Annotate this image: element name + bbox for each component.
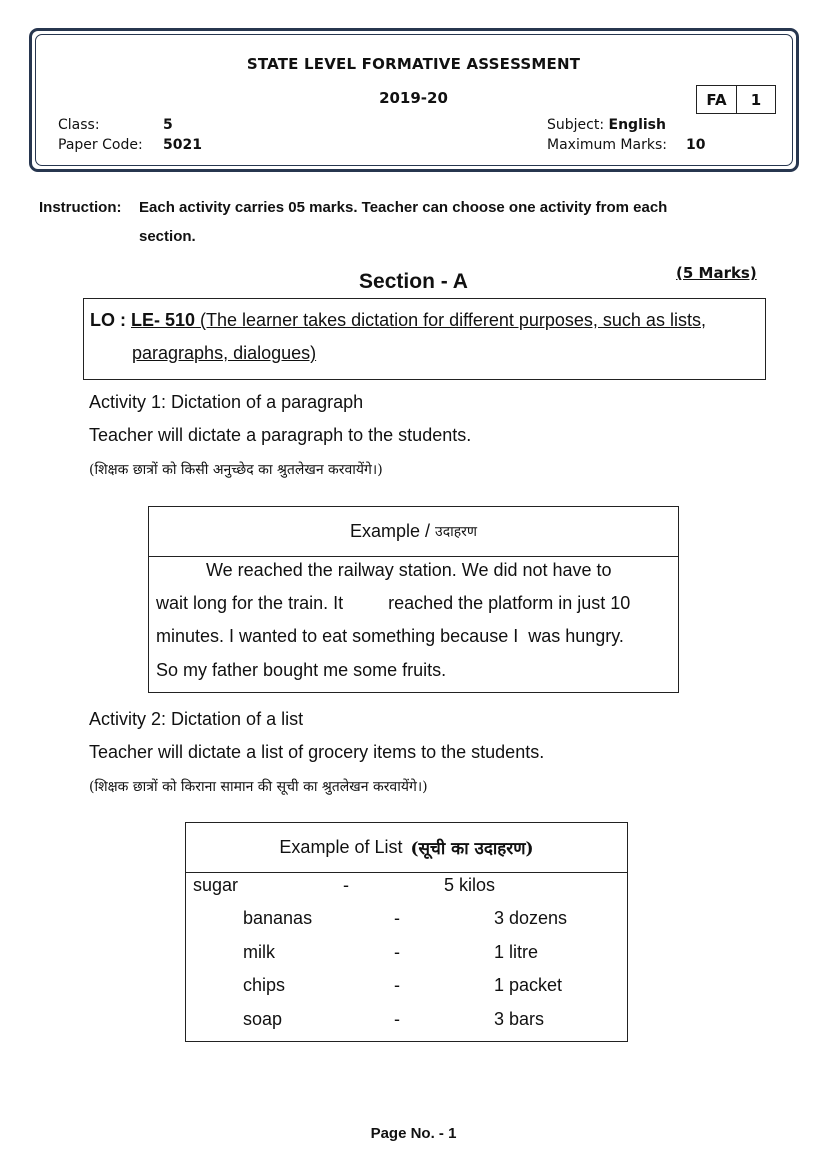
activity-1-title: Activity 1: Dictation of a paragraph bbox=[89, 392, 364, 412]
list-item-qty: 1 packet bbox=[494, 975, 563, 995]
page-number: Page No. - 1 bbox=[370, 1125, 457, 1142]
lo-line-2: paragraphs, dialogues) bbox=[132, 343, 317, 363]
list-item-dash: - bbox=[394, 908, 400, 928]
activity-1-description: Teacher will dictate a paragraph to the students. bbox=[89, 425, 472, 445]
fa-label: FA bbox=[697, 86, 737, 113]
paper-code-value: 5021 bbox=[163, 137, 202, 153]
instruction-line-1: Each activity carries 05 marks. Teacher can choose one activity from each bbox=[139, 199, 668, 216]
example-heading-text: Example / bbox=[349, 520, 431, 541]
subject-value: English bbox=[608, 117, 666, 133]
list-item-qty: 3 dozens bbox=[494, 908, 568, 928]
lo-line-1 bbox=[90, 310, 762, 331]
section-title: Section - A bbox=[359, 270, 468, 293]
example-heading bbox=[148, 506, 679, 557]
max-marks-label: Maximum Marks: bbox=[547, 137, 667, 153]
lo-prefix: LO : bbox=[90, 310, 131, 330]
paragraph-line-1: We reached the railway station. We did not have to bbox=[206, 560, 612, 580]
paper-code-label: Paper Code: bbox=[58, 137, 143, 153]
activity-2-hindi: (शिक्षक छात्रों को किराना सामान की सूची का श्रुतलेखन करवायेंगे।) bbox=[89, 779, 428, 795]
lo-text-1: (The learner takes dictation for different purposes, such as lists, bbox=[195, 310, 706, 330]
paragraph-line-3: minutes. I wanted to eat something because I was hungry. bbox=[156, 626, 624, 646]
activity-2-title: Activity 2: Dictation of a list bbox=[89, 709, 304, 729]
assessment-year: 2019-20 bbox=[379, 89, 448, 107]
class-label: Class: bbox=[58, 117, 100, 133]
section-marks: (5 Marks) bbox=[676, 264, 757, 282]
list-item-name: milk bbox=[243, 942, 275, 962]
list-heading-text: Example of List bbox=[279, 836, 403, 857]
list-item-name: soap bbox=[243, 1009, 283, 1029]
paragraph-line-4: So my father bought me some fruits. bbox=[156, 660, 447, 680]
example-heading-hindi: उदाहरण bbox=[435, 523, 478, 540]
class-value: 5 bbox=[163, 117, 173, 133]
instruction-line-2: section. bbox=[139, 228, 196, 245]
list-item-dash: - bbox=[394, 1009, 400, 1029]
list-heading bbox=[185, 822, 628, 873]
list-item-qty: 5 kilos bbox=[444, 875, 496, 895]
list-item-dash: - bbox=[343, 875, 349, 895]
lo-code: LE- 510 bbox=[131, 310, 196, 330]
list-item-name: chips bbox=[243, 975, 286, 995]
list-item-name: bananas bbox=[243, 908, 313, 928]
list-item-qty: 3 bars bbox=[494, 1009, 545, 1029]
list-item-dash: - bbox=[394, 975, 400, 995]
paragraph-line-2: wait long for the train. It reached the platform in just 10 bbox=[156, 593, 631, 613]
assessment-title: STATE LEVEL FORMATIVE ASSESSMENT bbox=[246, 55, 581, 73]
instruction-label: Instruction: bbox=[39, 199, 122, 216]
list-item-qty: 1 litre bbox=[494, 942, 539, 962]
fa-box bbox=[696, 85, 776, 114]
activity-1-hindi: (शिक्षक छात्रों को किसी अनुच्छेद का श्रुतलेखन करवायेंगे।) bbox=[89, 462, 383, 478]
subject-label: Subject: bbox=[547, 117, 605, 133]
activity-2-description: Teacher will dictate a list of grocery items to the students. bbox=[89, 742, 545, 762]
max-marks-value: 10 bbox=[686, 137, 706, 153]
list-item-dash: - bbox=[394, 942, 400, 962]
list-item-name: sugar bbox=[193, 875, 239, 895]
fa-number: 1 bbox=[750, 90, 762, 109]
list-heading-hindi: (सूची का उदाहरण) bbox=[410, 838, 534, 859]
subject-field bbox=[547, 117, 666, 133]
